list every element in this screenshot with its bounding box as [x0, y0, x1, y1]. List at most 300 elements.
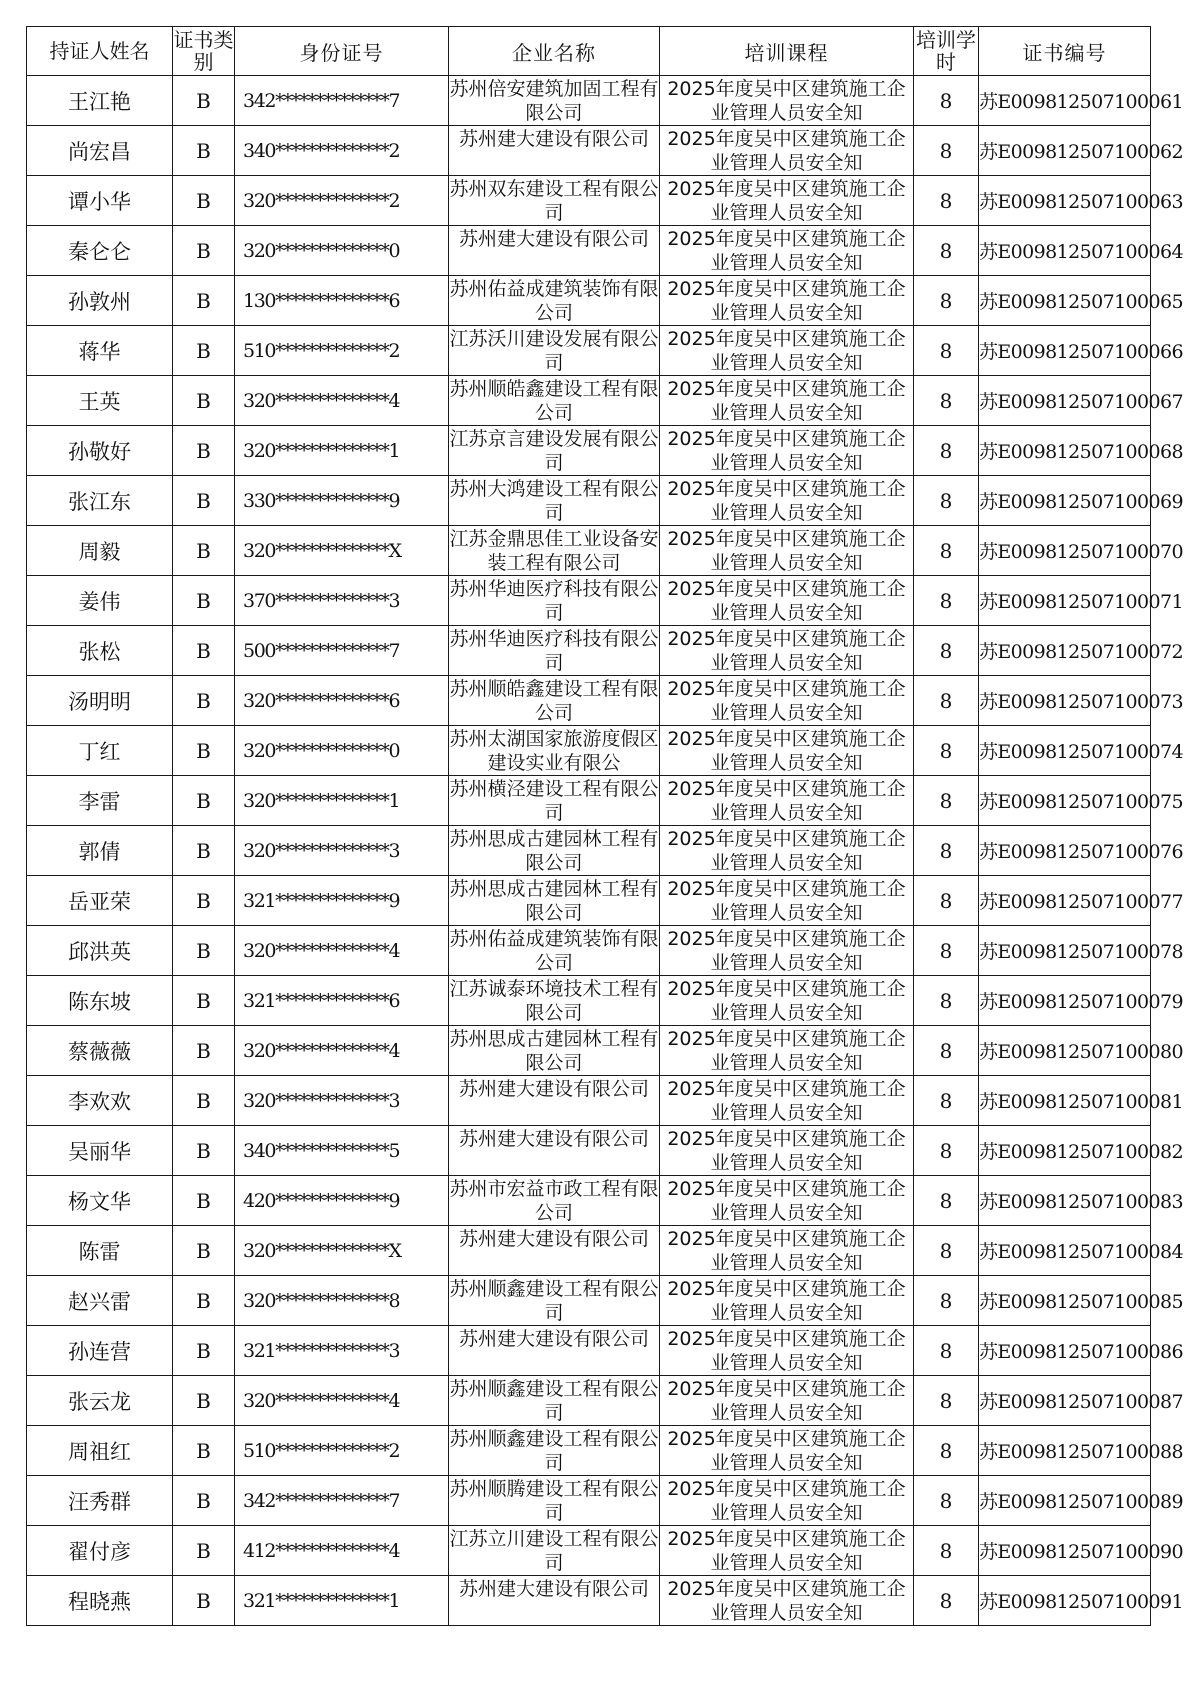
company-cell-text: 苏州大鸿建设工程有限公司: [449, 478, 659, 524]
id-number-cell: 330**************9: [235, 476, 449, 526]
course-cell: [660, 76, 914, 126]
company-cell-text: 江苏京言建设发展有限公司: [449, 428, 659, 474]
holder-name-cell: 王英: [27, 376, 173, 426]
table-row: [27, 1376, 1151, 1426]
company-cell: [449, 1576, 660, 1626]
table-row: [27, 1326, 1151, 1376]
holder-name-cell: 尚宏昌: [27, 126, 173, 176]
id-number-cell: 320**************X: [235, 526, 449, 576]
course-cell-text: 2025年度吴中区建筑施工企业管理人员安全知: [667, 1028, 906, 1074]
hours-cell: 8: [914, 476, 979, 526]
holder-name-cell: 蒋华: [27, 326, 173, 376]
company-cell-text: 苏州华迪医疗科技有限公司: [449, 628, 659, 674]
hours-cell: 8: [914, 1176, 979, 1226]
cert-type-cell: B: [173, 276, 235, 326]
id-number-cell: 500**************7: [235, 626, 449, 676]
hours-cell: 8: [914, 1276, 979, 1326]
hours-cell: 8: [914, 1576, 979, 1626]
id-number-cell: 412**************4: [235, 1526, 449, 1576]
company-cell: [449, 876, 660, 926]
hours-cell: 8: [914, 376, 979, 426]
cert-number-cell: 苏E009812507100083: [979, 1176, 1151, 1226]
header-course: 培训课程: [660, 27, 914, 76]
table-row: [27, 1276, 1151, 1326]
table-row: [27, 376, 1151, 426]
holder-name-cell: 张江东: [27, 476, 173, 526]
holder-name-cell: 邱洪英: [27, 926, 173, 976]
table-row: [27, 1226, 1151, 1276]
course-cell: [660, 1276, 914, 1326]
company-cell-text: 苏州华迪医疗科技有限公司: [449, 578, 659, 624]
hours-cell: 8: [914, 276, 979, 326]
hours-cell: 8: [914, 1026, 979, 1076]
cert-number-cell: 苏E009812507100071: [979, 576, 1151, 626]
company-cell: [449, 676, 660, 726]
company-cell-text: 苏州横泾建设工程有限公司: [449, 778, 659, 824]
hours-cell: 8: [914, 826, 979, 876]
id-number-cell: 320**************1: [235, 426, 449, 476]
course-cell-text: 2025年度吴中区建筑施工企业管理人员安全知: [667, 278, 906, 324]
cert-type-cell: B: [173, 1376, 235, 1426]
course-cell: [660, 876, 914, 926]
course-cell: [660, 176, 914, 226]
course-cell-text: 2025年度吴中区建筑施工企业管理人员安全知: [667, 1478, 906, 1524]
cert-number-cell: 苏E009812507100065: [979, 276, 1151, 326]
cert-type-cell: B: [173, 226, 235, 276]
table-row: [27, 1126, 1151, 1176]
hours-cell: 8: [914, 176, 979, 226]
course-cell-text: 2025年度吴中区建筑施工企业管理人员安全知: [667, 728, 906, 774]
course-cell-text: 2025年度吴中区建筑施工企业管理人员安全知: [667, 228, 906, 274]
table-row: [27, 1576, 1151, 1626]
company-cell-text: 苏州思成古建园林工程有限公司: [449, 1028, 659, 1074]
header-hours: 培训学时: [914, 27, 979, 76]
cert-type-cell: B: [173, 1276, 235, 1326]
table-row: [27, 776, 1151, 826]
id-number-cell: 320**************6: [235, 676, 449, 726]
holder-name-cell: 赵兴雷: [27, 1276, 173, 1326]
cert-number-cell: 苏E009812507100077: [979, 876, 1151, 926]
company-cell: [449, 1076, 660, 1126]
table-row: [27, 576, 1151, 626]
course-cell-text: 2025年度吴中区建筑施工企业管理人员安全知: [667, 78, 906, 124]
table-row: [27, 676, 1151, 726]
cert-number-cell: 苏E009812507100091: [979, 1576, 1151, 1626]
cert-number-cell: 苏E009812507100067: [979, 376, 1151, 426]
course-cell-text: 2025年度吴中区建筑施工企业管理人员安全知: [667, 1378, 906, 1424]
holder-name-cell: 吴丽华: [27, 1126, 173, 1176]
cert-number-cell: 苏E009812507100089: [979, 1476, 1151, 1526]
company-cell: [449, 226, 660, 276]
id-number-cell: 510**************2: [235, 326, 449, 376]
company-cell-text: 苏州倍安建筑加固工程有限公司: [449, 78, 659, 124]
id-number-cell: 321**************3: [235, 1326, 449, 1376]
company-cell-text: 苏州佑益成建筑装饰有限公司: [449, 928, 659, 974]
table-row: [27, 476, 1151, 526]
cert-number-cell: 苏E009812507100085: [979, 1276, 1151, 1326]
table-row: [27, 976, 1151, 1026]
holder-name-cell: 李欢欢: [27, 1076, 173, 1126]
hours-cell: 8: [914, 1476, 979, 1526]
holder-name-cell: 周毅: [27, 526, 173, 576]
table-row: [27, 126, 1151, 176]
course-cell: [660, 826, 914, 876]
course-cell: [660, 926, 914, 976]
cert-type-cell: B: [173, 426, 235, 476]
cert-type-cell: B: [173, 826, 235, 876]
cert-number-cell: 苏E009812507100076: [979, 826, 1151, 876]
company-cell: [449, 1276, 660, 1326]
table-row: [27, 76, 1151, 126]
company-cell-text: 苏州顺皓鑫建设工程有限公司: [449, 378, 659, 424]
holder-name-cell: 张云龙: [27, 1376, 173, 1426]
cert-number-cell: 苏E009812507100066: [979, 326, 1151, 376]
course-cell: [660, 476, 914, 526]
holder-name-cell: 陈雷: [27, 1226, 173, 1276]
company-cell: [449, 476, 660, 526]
table-row: [27, 526, 1151, 576]
hours-cell: 8: [914, 76, 979, 126]
cert-type-cell: B: [173, 876, 235, 926]
company-cell: [449, 426, 660, 476]
cert-number-cell: 苏E009812507100086: [979, 1326, 1151, 1376]
holder-name-cell: 岳亚荣: [27, 876, 173, 926]
cert-number-cell: 苏E009812507100062: [979, 126, 1151, 176]
course-cell: [660, 1176, 914, 1226]
course-cell: [660, 576, 914, 626]
hours-cell: 8: [914, 726, 979, 776]
cert-type-cell: B: [173, 326, 235, 376]
id-number-cell: 320**************3: [235, 1076, 449, 1126]
cert-number-cell: 苏E009812507100090: [979, 1526, 1151, 1576]
table-row: [27, 926, 1151, 976]
course-cell-text: 2025年度吴中区建筑施工企业管理人员安全知: [667, 1228, 906, 1274]
course-cell-text: 2025年度吴中区建筑施工企业管理人员安全知: [667, 128, 906, 174]
company-cell: [449, 326, 660, 376]
holder-name-cell: 陈东坡: [27, 976, 173, 1026]
holder-name-cell: 周祖红: [27, 1426, 173, 1476]
course-cell: [660, 1326, 914, 1376]
company-cell-text: 苏州建大建设有限公司: [458, 228, 649, 250]
course-cell: [660, 1226, 914, 1276]
course-cell: [660, 1526, 914, 1576]
cert-number-cell: 苏E009812507100068: [979, 426, 1151, 476]
company-cell-text: 苏州顺皓鑫建设工程有限公司: [449, 678, 659, 724]
course-cell: [660, 676, 914, 726]
table-row: [27, 1076, 1151, 1126]
header-cert-type: 证书类别: [173, 28, 234, 74]
company-cell-text: 苏州建大建设有限公司: [458, 128, 649, 150]
cert-number-cell: 苏E009812507100079: [979, 976, 1151, 1026]
id-number-cell: 320**************4: [235, 1376, 449, 1426]
holder-name-cell: 王江艳: [27, 76, 173, 126]
course-cell-text: 2025年度吴中区建筑施工企业管理人员安全知: [667, 978, 906, 1024]
cert-type-cell: B: [173, 976, 235, 1026]
table-row: [27, 626, 1151, 676]
cert-number-cell: 苏E009812507100082: [979, 1126, 1151, 1176]
table-row: [27, 1176, 1151, 1226]
cert-number-cell: 苏E009812507100075: [979, 776, 1151, 826]
hours-cell: 8: [914, 326, 979, 376]
company-cell-text: 苏州建大建设有限公司: [458, 1578, 649, 1600]
header-cert-number: 证书编号: [979, 27, 1151, 76]
table-row: [27, 1476, 1151, 1526]
company-cell: [449, 376, 660, 426]
cert-type-cell: B: [173, 476, 235, 526]
company-cell: [449, 626, 660, 676]
course-cell: [660, 1126, 914, 1176]
hours-cell: 8: [914, 126, 979, 176]
company-cell: [449, 1526, 660, 1576]
id-number-cell: 342**************7: [235, 76, 449, 126]
cert-type-cell: B: [173, 1426, 235, 1476]
holder-name-cell: 孙敦州: [27, 276, 173, 326]
course-cell: [660, 1476, 914, 1526]
cert-type-cell: B: [173, 1576, 235, 1626]
holder-name-cell: 翟付彦: [27, 1526, 173, 1576]
course-cell: [660, 326, 914, 376]
course-cell-text: 2025年度吴中区建筑施工企业管理人员安全知: [667, 928, 906, 974]
cert-type-cell: B: [173, 926, 235, 976]
company-cell-text: 苏州市宏益市政工程有限公司: [449, 1178, 659, 1224]
company-cell-text: 江苏立川建设工程有限公司: [449, 1528, 659, 1574]
course-cell: [660, 976, 914, 1026]
holder-name-cell: 孙连营: [27, 1326, 173, 1376]
holder-name-cell: 汪秀群: [27, 1476, 173, 1526]
hours-cell: 8: [914, 876, 979, 926]
table-body: [27, 76, 1183, 1626]
course-cell: [660, 626, 914, 676]
cert-type-cell: B: [173, 76, 235, 126]
id-number-cell: 130**************6: [235, 276, 449, 326]
course-cell-text: 2025年度吴中区建筑施工企业管理人员安全知: [667, 1078, 906, 1124]
course-cell-text: 2025年度吴中区建筑施工企业管理人员安全知: [667, 878, 906, 924]
cert-type-cell: B: [173, 1476, 235, 1526]
id-number-cell: 320**************4: [235, 1026, 449, 1076]
company-cell: [449, 776, 660, 826]
company-cell: [449, 76, 660, 126]
company-cell-text: 苏州佑益成建筑装饰有限公司: [449, 278, 659, 324]
id-number-cell: 320**************2: [235, 176, 449, 226]
company-cell: [449, 126, 660, 176]
company-cell-text: 江苏金鼎思佳工业设备安装工程有限公司: [449, 528, 659, 574]
cert-number-cell: 苏E009812507100078: [979, 926, 1151, 976]
cert-type-cell: B: [173, 626, 235, 676]
company-cell: [449, 1426, 660, 1476]
course-cell-text: 2025年度吴中区建筑施工企业管理人员安全知: [667, 328, 906, 374]
cert-type-cell: B: [173, 1076, 235, 1126]
table-row: [27, 826, 1151, 876]
course-cell-text: 2025年度吴中区建筑施工企业管理人员安全知: [667, 678, 906, 724]
id-number-cell: 320**************X: [235, 1226, 449, 1276]
company-cell-text: 苏州双东建设工程有限公司: [449, 178, 659, 224]
course-cell-text: 2025年度吴中区建筑施工企业管理人员安全知: [667, 1328, 906, 1374]
holder-name-cell: 谭小华: [27, 176, 173, 226]
company-cell-text: 苏州顺鑫建设工程有限公司: [449, 1378, 659, 1424]
hours-cell: 8: [914, 926, 979, 976]
course-cell: [660, 526, 914, 576]
id-number-cell: 321**************6: [235, 976, 449, 1026]
cert-type-cell: B: [173, 126, 235, 176]
hours-cell: 8: [914, 1376, 979, 1426]
header-holder-name: 持证人姓名: [27, 27, 173, 76]
id-number-cell: 370**************3: [235, 576, 449, 626]
company-cell-text: 苏州建大建设有限公司: [458, 1078, 649, 1100]
holder-name-cell: 姜伟: [27, 576, 173, 626]
id-number-cell: 320**************4: [235, 376, 449, 426]
course-cell-text: 2025年度吴中区建筑施工企业管理人员安全知: [667, 1178, 906, 1224]
holder-name-cell: 李雷: [27, 776, 173, 826]
course-cell-text: 2025年度吴中区建筑施工企业管理人员安全知: [667, 378, 906, 424]
company-cell: [449, 526, 660, 576]
table-row: [27, 1026, 1151, 1076]
id-number-cell: 320**************4: [235, 926, 449, 976]
company-cell: [449, 576, 660, 626]
id-number-cell: 320**************3: [235, 826, 449, 876]
course-cell-text: 2025年度吴中区建筑施工企业管理人员安全知: [667, 628, 906, 674]
company-cell-text: 苏州建大建设有限公司: [458, 1328, 649, 1350]
company-cell-text: 苏州思成古建园林工程有限公司: [449, 878, 659, 924]
company-cell: [449, 276, 660, 326]
course-cell: [660, 126, 914, 176]
holder-name-cell: 秦仑仑: [27, 226, 173, 276]
course-cell-text: 2025年度吴中区建筑施工企业管理人员安全知: [667, 428, 906, 474]
id-number-cell: 320**************8: [235, 1276, 449, 1326]
cert-number-cell: 苏E009812507100073: [979, 676, 1151, 726]
hours-cell: 8: [914, 626, 979, 676]
course-cell-text: 2025年度吴中区建筑施工企业管理人员安全知: [667, 1278, 906, 1324]
course-cell: [660, 726, 914, 776]
table-row: [27, 876, 1151, 926]
cert-type-cell: B: [173, 1126, 235, 1176]
cert-type-cell: B: [173, 376, 235, 426]
table-row: [27, 176, 1151, 226]
hours-cell: 8: [914, 1326, 979, 1376]
course-cell-text: 2025年度吴中区建筑施工企业管理人员安全知: [667, 528, 906, 574]
cert-type-cell: B: [173, 776, 235, 826]
table-header-row: [27, 27, 1151, 76]
id-number-cell: 340**************2: [235, 126, 449, 176]
holder-name-cell: 张松: [27, 626, 173, 676]
cert-type-cell: B: [173, 726, 235, 776]
id-number-cell: 320**************0: [235, 226, 449, 276]
certificate-table: [26, 26, 1183, 1626]
course-cell: [660, 376, 914, 426]
course-cell: [660, 426, 914, 476]
hours-cell: 8: [914, 226, 979, 276]
cert-number-cell: 苏E009812507100063: [979, 176, 1151, 226]
company-cell-text: 苏州建大建设有限公司: [458, 1128, 649, 1150]
table-row: [27, 726, 1151, 776]
course-cell: [660, 226, 914, 276]
cert-type-cell: B: [173, 576, 235, 626]
course-cell-text: 2025年度吴中区建筑施工企业管理人员安全知: [667, 778, 906, 824]
hours-cell: 8: [914, 676, 979, 726]
cert-number-cell: 苏E009812507100072: [979, 626, 1151, 676]
company-cell-text: 苏州顺鑫建设工程有限公司: [449, 1428, 659, 1474]
table-row: [27, 226, 1151, 276]
course-cell-text: 2025年度吴中区建筑施工企业管理人员安全知: [667, 1578, 906, 1624]
hours-cell: 8: [914, 576, 979, 626]
company-cell-text: 苏州顺鑫建设工程有限公司: [449, 1278, 659, 1324]
hours-cell: 8: [914, 1426, 979, 1476]
table-row: [27, 276, 1151, 326]
cert-number-cell: 苏E009812507100064: [979, 226, 1151, 276]
hours-cell: 8: [914, 776, 979, 826]
id-number-cell: 321**************9: [235, 876, 449, 926]
table-row: [27, 1426, 1151, 1476]
company-cell-text: 苏州思成古建园林工程有限公司: [449, 828, 659, 874]
course-cell: [660, 776, 914, 826]
hours-cell: 8: [914, 976, 979, 1026]
id-number-cell: 342**************7: [235, 1476, 449, 1526]
header-company: 企业名称: [449, 27, 660, 76]
cert-number-cell: 苏E009812507100084: [979, 1226, 1151, 1276]
course-cell-text: 2025年度吴中区建筑施工企业管理人员安全知: [667, 1528, 906, 1574]
course-cell-text: 2025年度吴中区建筑施工企业管理人员安全知: [667, 478, 906, 524]
hours-cell: 8: [914, 526, 979, 576]
cert-type-cell: B: [173, 1176, 235, 1226]
id-number-cell: 321**************1: [235, 1576, 449, 1626]
cert-number-cell: 苏E009812507100087: [979, 1376, 1151, 1426]
course-cell: [660, 1076, 914, 1126]
company-cell: [449, 826, 660, 876]
holder-name-cell: 程晓燕: [27, 1576, 173, 1626]
company-cell: [449, 726, 660, 776]
hours-cell: 8: [914, 1526, 979, 1576]
company-cell-text: 江苏诚泰环境技术工程有限公司: [449, 978, 659, 1024]
course-cell: [660, 1376, 914, 1426]
course-cell-text: 2025年度吴中区建筑施工企业管理人员安全知: [667, 178, 906, 224]
id-number-cell: 320**************0: [235, 726, 449, 776]
company-cell: [449, 1176, 660, 1226]
course-cell-text: 2025年度吴中区建筑施工企业管理人员安全知: [667, 1128, 906, 1174]
cert-number-cell: 苏E009812507100061: [979, 76, 1151, 126]
cert-type-cell: B: [173, 1226, 235, 1276]
holder-name-cell: 蔡薇薇: [27, 1026, 173, 1076]
course-cell: [660, 276, 914, 326]
cert-type-cell: B: [173, 176, 235, 226]
course-cell-text: 2025年度吴中区建筑施工企业管理人员安全知: [667, 1428, 906, 1474]
company-cell: [449, 1376, 660, 1426]
cert-type-cell: B: [173, 1326, 235, 1376]
holder-name-cell: 丁红: [27, 726, 173, 776]
hours-cell: 8: [914, 1126, 979, 1176]
header-id-number: 身份证号: [235, 27, 449, 76]
company-cell-text: 苏州太湖国家旅游度假区建设实业有限公: [449, 728, 659, 774]
course-cell: [660, 1426, 914, 1476]
course-cell-text: 2025年度吴中区建筑施工企业管理人员安全知: [667, 578, 906, 624]
course-cell-text: 2025年度吴中区建筑施工企业管理人员安全知: [667, 828, 906, 874]
company-cell: [449, 1226, 660, 1276]
company-cell: [449, 176, 660, 226]
company-cell: [449, 1326, 660, 1376]
hours-cell: 8: [914, 426, 979, 476]
holder-name-cell: 杨文华: [27, 1176, 173, 1226]
holder-name-cell: 孙敬好: [27, 426, 173, 476]
company-cell: [449, 1476, 660, 1526]
company-cell-text: 苏州顺腾建设工程有限公司: [449, 1478, 659, 1524]
hours-cell: 8: [914, 1226, 979, 1276]
cert-number-cell: 苏E009812507100080: [979, 1026, 1151, 1076]
cert-number-cell: 苏E009812507100069: [979, 476, 1151, 526]
id-number-cell: 420**************9: [235, 1176, 449, 1226]
company-cell-text: 江苏沃川建设发展有限公司: [449, 328, 659, 374]
cert-type-cell: B: [173, 1026, 235, 1076]
table-row: [27, 426, 1151, 476]
course-cell: [660, 1026, 914, 1076]
holder-name-cell: 郭倩: [27, 826, 173, 876]
